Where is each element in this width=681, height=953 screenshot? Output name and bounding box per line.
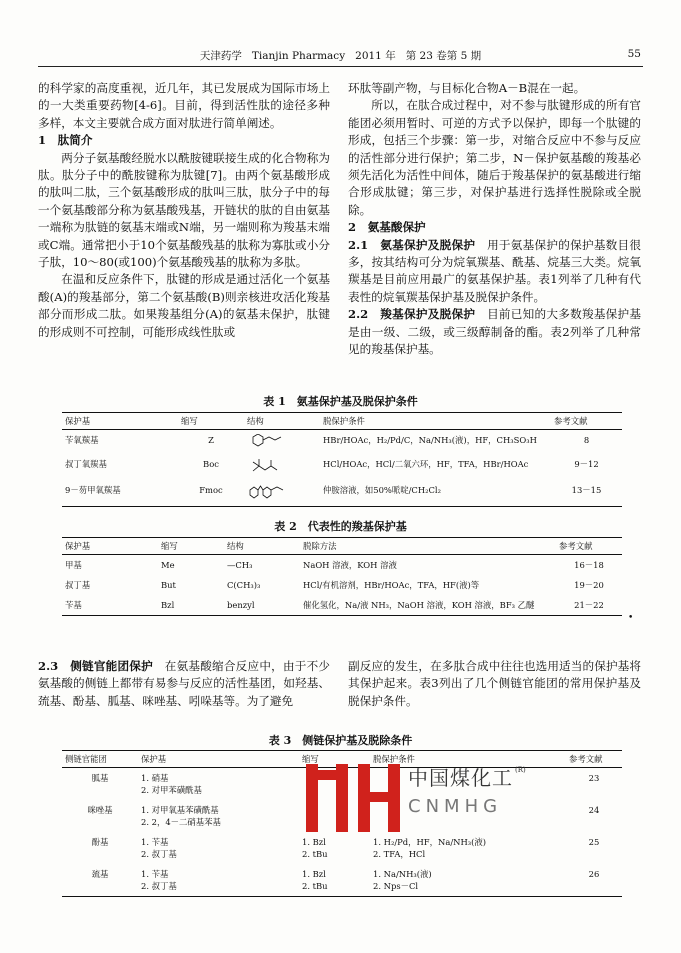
section-2-heading: 2 氨基酸保护 [348,220,426,235]
cell-ref: 16－18 [574,560,604,570]
table-row [62,454,622,480]
col-header: 缩写 [158,538,224,555]
cell-cond-line: 2. Nps－Cl [373,881,419,891]
cell-abbr-line: 2. tBu [302,881,328,891]
watermark-cn: 中国煤化工 [408,766,513,790]
col-header: 保护基 [62,413,178,430]
journal-name-en: Tianjin Pharmacy [251,50,346,62]
col-header: 缩写 [299,751,370,768]
logo-bar [358,764,370,832]
journal-year: 2011 年 [355,50,396,62]
col-header: 参考文献 [551,413,622,430]
cell-ref: 26 [566,864,622,897]
logo-bar [388,764,400,832]
cell-ref: 21－22 [556,595,622,616]
left-column [38,80,330,341]
peptide-intro-paragraph: 两分子氨基酸经脱水以酰胺键联接生成的化合物称为肽。肽分子中的酰胺键称为肽键[7]。由两个氨基酸形成的肽叫二肽，三个氨基酸形成的肽叫三肽，肽分子中的每一个氨基酸部分称为氨基酸残基，开链状的肽的自由氨基一端称为肽链的氨基末端或N端，另一端则称为羧基末端或C端。通常把小于10个氨基酸残基的肽称为寡肽或小分子肽，10～80(或100)个氨基酸残基的肽称为多肽。 [38,150,330,270]
cell-pg-line: 1. 苄基 [141,837,169,847]
journal-volume: 第 23 卷第 5 期 [405,50,482,62]
cell-condition: NaOH 溶液，KOH 溶液 [303,560,397,570]
cell-pg-line: 1. 苄基 [141,869,169,879]
cell-pg-line: 2. 叔丁基 [141,881,177,891]
tert-butoxycarbonyl-structure-icon [244,454,320,480]
cell-ref: 9－12 [574,459,599,469]
right-column [348,80,641,359]
section-2-1-heading: 2.1 氨基保护及脱保护 [348,237,476,252]
cell-side-chain-group: 酚基 [91,837,109,847]
logo-bar [306,764,318,832]
cell-name: 苄基 [62,595,158,616]
section-2-3-left [38,658,330,710]
cell-name: 叔丁氧羰基 [65,459,107,469]
table-1 [62,412,622,507]
cell-pg-line: 1. 硝基 [141,773,169,783]
table-header-row [62,413,622,430]
methyl-structure-label: —CH₃ [227,560,253,570]
cell-name: 甲基 [65,560,82,570]
cell-ref: 13－15 [551,480,622,507]
col-header: 参考文献 [566,751,622,768]
stray-dot: • [628,613,634,623]
running-header [38,48,643,64]
cell-abbr: Z [208,435,214,445]
cell-ref: 23 [588,773,600,783]
cell-abbr [299,864,370,897]
cell-cond [370,864,566,897]
cell-condition: HCl/有机溶剂，HBr/HOAc，TFA，HF(液)等 [303,580,480,590]
table-2 [62,537,622,616]
page-number: 55 [627,48,641,60]
section-1-heading: 1 肽简介 [38,133,93,148]
section-2-3-heading: 2.3 侧链官能团保护 [38,659,153,673]
protection-steps-paragraph: 所以，在肽合成过程中，对不参与肽键形成的所有官能团必须用暂时、可逆的方式予以保护，即每一个肽键的形成，包括三个步骤：第一步，对缩合反应中不参与反应的活性部分进行保护；第二步，N－保护氨基酸的羧基必须先活化为活性中间体，随后于羧基保护的氨基酸进行缩合形成肽键；第三步，对保护基进行选择性脱除或全脱除。 [348,98,641,217]
logo-bar [318,770,336,780]
cell-name: 苄氧羰基 [65,435,99,445]
table-2-caption: 表 2 代表性的羧基保护基 [274,520,407,533]
table-row [62,864,622,897]
cell-name: 9－芴甲氧羰基 [62,480,178,507]
cell-pg [138,800,299,832]
col-header: 保护基 [62,538,158,555]
tert-butyl-structure-label: C(CH₃)₃ [227,580,261,590]
cell-side-chain-group: 胍基 [91,773,109,783]
section-2-2-text: 目前已知的大多数羧基保护基是由一级、二级，或三级醇制备的酯。表2列举了几种常见的羧基保护基。 [348,307,641,357]
cell-condition: 催化氢化，Na/液 NH₃，NaOH 溶液，KOH 溶液，BF₃ 乙醚 [300,595,556,616]
section-2-3-right [348,658,641,710]
col-header: 脱除方法 [300,538,556,555]
table-header-row [62,538,622,555]
byproduct-paragraph: 环肽等副产物，与目标化合物A－B混在一起。 [348,81,586,95]
section-2-3-continued: 副反应的发生，在多肽合成中往往也选用适当的保护基将其保护起来。表3列出了几个侧链官能团的常用保护基及脱保护条件。 [348,659,641,708]
cell-ref: 25 [588,837,600,847]
col-header: 保护基 [138,751,299,768]
cell-ref: 19－20 [574,580,604,590]
peptide-bond-paragraph: 在温和反应条件下，肽键的形成是通过活化一个氨基酸(A)的羧基部分，第二个氨基酸(B)则亲核进攻活化羧基部分而形成二肽。如果羧基组分(A)的氨基未保护，肽键的形成则不可控制，可能形成线性肽或 [38,272,330,339]
table-row [62,595,622,616]
cell-abbr-line: 1. Bzl [302,837,326,847]
cell-pg [138,864,299,897]
section-2-3-text: 在氨基酸缩合反应中，由于不少氨基酸的侧链上都带有易参与反应的活性基团，如羟基、巯基、酚基、胍基、咪唑基、吲哚基等。为了避免 [38,659,330,708]
cell-condition: HCl/HOAc，HCl/二氧六环，HF，TFA，HBr/HOAc [323,459,529,469]
cell-pg [138,768,299,801]
cell-abbr: But [161,580,176,590]
cell-ref: 24 [588,805,600,815]
cell-abbr [299,832,370,864]
cell-cond-line: 2. TFA，HCl [373,849,426,859]
table-row [62,575,622,595]
cell-abbr-line: 1. Bzl [302,869,326,879]
col-header: 结构 [224,538,300,555]
benzyl-structure-label: benzyl [224,595,300,616]
cell-pg-line: 2. 叔丁基 [141,849,177,859]
table-row [62,480,622,507]
cell-cond [370,832,566,864]
cell-pg [138,832,299,864]
section-2-3-paragraph [38,658,330,710]
table-row [62,832,622,864]
col-header: 缩写 [178,413,244,430]
col-header: 侧链官能团 [62,751,138,768]
col-header: 结构 [244,413,320,430]
cell-ref: 8 [583,435,590,445]
header-rule [38,66,643,67]
cell-condition: 仲胺溶液，如50%哌啶/CH₂Cl₂ [320,480,551,507]
watermark-registered-mark: (R) [515,766,526,774]
cell-side-chain-group: 咪唑基 [87,805,113,815]
cell-name: 叔丁基 [65,580,91,590]
cell-abbr: Me [161,560,175,570]
intro-paragraph-end: 的科学家的高度重视，近几年，其已发展成为国际市场上的一大类重要药物[4-6]。目前，得到活性肽的途径多种多样，本文主要就合成方面对肽进行简单阐述。 [38,81,330,130]
cell-abbr: Bzl [158,595,224,616]
fluorenylmethoxycarbonyl-structure-icon [244,480,320,507]
journal-info [38,48,643,63]
col-header: 脱保护条件 [370,751,566,768]
table-3-caption: 表 3 侧链保护基及脱除条件 [268,734,413,747]
logo-bar [336,764,348,832]
cell-cond-line: 1. H₂/Pd，HF，Na/NH₃(液) [373,837,487,847]
cell-abbr-line: 2. tBu [302,849,328,859]
cell-abbr: Boc [203,459,219,469]
cell-abbr: Fmoc [178,480,244,507]
cell-condition: HBr/HOAc，H₂/Pd/C，Na/NH₃(液)，HF，CH₃SO₃H [323,435,537,445]
section-2-2 [348,306,641,358]
benzyloxycarbonyl-structure-icon [244,430,320,455]
logo-bar [370,792,388,802]
section-2-1 [348,237,641,307]
section-2-2-heading: 2.2 羧基保护及脱保护 [348,307,476,322]
cell-pg-line: 2. 2，4－二硝基苯基 [141,817,221,827]
section-2-1-text: 用于氨基保护的保护基数目很多，按其结构可分为烷氧羰基、酰基、烷基三大类。烷氧羰基是目前应用最广的氨基保护基。表1列举了几种有代表性的烷氧羰基保护基及脱保护条件。 [348,237,641,304]
table-row [62,430,622,455]
watermark-en: CNMHG [408,796,503,817]
col-header: 脱保护条件 [320,413,551,430]
table-row [62,555,622,576]
col-header: 参考文献 [556,538,622,555]
cell-cond-line: 1. Na/NH₃(液) [373,869,432,879]
cell-pg-line: 1. 对甲氧基苯磺酰基 [141,805,219,815]
table-1-caption: 表 1 氨基保护基及脱保护条件 [263,395,418,408]
cell-side-chain-group: 巯基 [62,864,138,897]
cell-pg-line: 2. 对甲苯磺酰基 [141,785,202,795]
journal-name-cn: 天津药学 [199,50,242,62]
